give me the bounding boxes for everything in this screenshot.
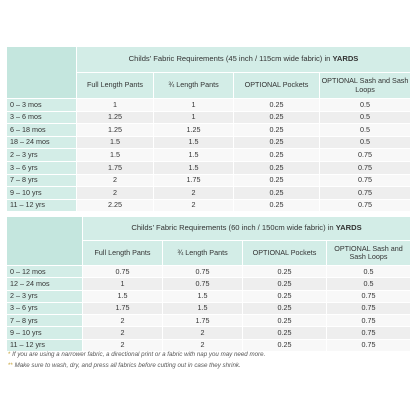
yardage-cell: 0.25 (243, 302, 327, 314)
yardage-cell: 2 (77, 187, 154, 200)
age-range-cell: 9 – 10 yrs (7, 187, 77, 200)
yardage-cell: 0.5 (320, 124, 411, 137)
yardage-cell: 0.25 (234, 124, 320, 137)
yardage-cell: 1.5 (163, 290, 243, 302)
yardage-cell: 1.5 (154, 161, 234, 174)
table-row (7, 187, 411, 200)
age-range-cell: 0 – 12 mos (7, 266, 83, 278)
yardage-cell: 1.25 (77, 111, 154, 124)
column-header: OPTIONAL Sash and Sash Loops (320, 73, 411, 99)
yardage-cell: 0.25 (234, 136, 320, 149)
age-range-cell: 7 – 8 yrs (7, 315, 83, 327)
yardage-cell: 1.5 (163, 302, 243, 314)
column-header: Full Length Pants (77, 73, 154, 99)
yardage-cell: 1.5 (77, 149, 154, 162)
yardage-cell: 0.25 (234, 111, 320, 124)
yardage-cell: 1 (77, 99, 154, 112)
yardage-cell: 2.25 (77, 199, 154, 212)
footnote-prewash: ** Make sure to wash, dry, and press all fabrics before cutting out in case they shrink. (8, 362, 241, 369)
yardage-cell: 0.75 (320, 199, 411, 212)
age-range-cell: 2 – 3 yrs (7, 149, 77, 162)
column-header: OPTIONAL Pockets (243, 241, 327, 266)
table-row (7, 111, 411, 124)
table-caption: Childs’ Fabric Requirements (45 inch / 115cm wide fabric) in YARDS (77, 47, 411, 73)
yardage-cell: 0.75 (327, 315, 411, 327)
table-row (7, 327, 411, 339)
column-header: OPTIONAL Sash and Sash Loops (327, 241, 411, 266)
yardage-cell: 1 (154, 99, 234, 112)
yardage-cell: 2 (154, 187, 234, 200)
yardage-cell: 0.25 (243, 266, 327, 278)
age-range-cell: 12 – 24 mos (7, 278, 83, 290)
yardage-cell: 2 (163, 327, 243, 339)
yardage-cell: 1 (83, 278, 163, 290)
yardage-cell: 1 (154, 111, 234, 124)
yardage-cell: 1.5 (154, 136, 234, 149)
yardage-cell: 0.5 (327, 266, 411, 278)
table-row (7, 339, 411, 351)
age-range-cell: 18 – 24 mos (7, 136, 77, 149)
yardage-cell: 0.25 (234, 149, 320, 162)
yardage-cell: 0.25 (243, 339, 327, 351)
table-row (7, 199, 411, 212)
age-range-cell: 0 – 3 mos (7, 99, 77, 112)
yardage-cell: 0.5 (327, 278, 411, 290)
yardage-cell: 1.75 (77, 161, 154, 174)
yardage-cell: 2 (154, 199, 234, 212)
table-row (7, 124, 411, 137)
yardage-cell: 0.75 (83, 266, 163, 278)
yardage-cell: 2 (83, 315, 163, 327)
yardage-cell: 0.75 (163, 278, 243, 290)
yardage-cell: 1.75 (163, 315, 243, 327)
age-range-cell: 2 – 3 yrs (7, 290, 83, 302)
table-corner (7, 217, 83, 266)
age-range-cell: 6 – 18 mos (7, 124, 77, 137)
yardage-cell: 2 (83, 327, 163, 339)
age-range-cell: 3 – 6 yrs (7, 302, 83, 314)
yardage-cell: 0.25 (234, 161, 320, 174)
column-header: Full Length Pants (83, 241, 163, 266)
table-row (7, 266, 411, 278)
table-row (7, 149, 411, 162)
yardage-cell: 0.25 (243, 290, 327, 302)
yardage-cell: 0.25 (234, 174, 320, 187)
column-header: ¾ Length Pants (163, 241, 243, 266)
yardage-cell: 1.5 (83, 290, 163, 302)
yardage-cell: 0.75 (327, 327, 411, 339)
yardage-cell: 0.25 (243, 327, 327, 339)
yardage-cell: 1.75 (83, 302, 163, 314)
yardage-cell: 1.5 (77, 136, 154, 149)
yardage-cell: 0.75 (163, 266, 243, 278)
yardage-cell: 0.75 (320, 187, 411, 200)
age-range-cell: 11 – 12 yrs (7, 199, 77, 212)
yardage-cell: 1.25 (77, 124, 154, 137)
age-range-cell: 9 – 10 yrs (7, 327, 83, 339)
yardage-cell: 0.5 (320, 111, 411, 124)
yardage-cell: 0.75 (327, 302, 411, 314)
age-range-cell: 3 – 6 mos (7, 111, 77, 124)
yardage-cell: 0.75 (327, 339, 411, 351)
table-row (7, 315, 411, 327)
yardage-cell: 0.25 (243, 315, 327, 327)
table-row (7, 174, 411, 187)
yardage-cell: 0.25 (234, 199, 320, 212)
yardage-cell: 2 (83, 339, 163, 351)
yardage-cell: 0.25 (234, 99, 320, 112)
yardage-cell: 0.25 (234, 187, 320, 200)
yardage-cell: 2 (77, 174, 154, 187)
table-row (7, 290, 411, 302)
fabric-table-45in (6, 46, 411, 212)
yardage-cell: 0.75 (320, 149, 411, 162)
footnote-narrow-fabric: * If you are using a narrower fabric, a directional print or a fabric with nap you may need more. (8, 351, 266, 358)
fabric-table-60in (6, 216, 411, 352)
table-row (7, 99, 411, 112)
yardage-cell: 1.75 (154, 174, 234, 187)
yardage-cell: 2 (163, 339, 243, 351)
table-row (7, 136, 411, 149)
yardage-cell: 0.25 (243, 278, 327, 290)
table-caption: Childs’ Fabric Requirements (60 inch / 150cm wide fabric) in YARDS (83, 217, 411, 241)
yardage-cell: 0.5 (320, 99, 411, 112)
yardage-cell: 0.75 (320, 174, 411, 187)
table-row (7, 302, 411, 314)
yardage-cell: 1.5 (154, 149, 234, 162)
table-row (7, 161, 411, 174)
column-header: OPTIONAL Pockets (234, 73, 320, 99)
age-range-cell: 7 – 8 yrs (7, 174, 77, 187)
yardage-cell: 0.75 (327, 290, 411, 302)
age-range-cell: 3 – 6 yrs (7, 161, 77, 174)
column-header: ¾ Length Pants (154, 73, 234, 99)
yardage-cell: 0.75 (320, 161, 411, 174)
age-range-cell: 11 – 12 yrs (7, 339, 83, 351)
table-corner (7, 47, 77, 99)
yardage-cell: 0.5 (320, 136, 411, 149)
table-row (7, 278, 411, 290)
yardage-cell: 1.25 (154, 124, 234, 137)
